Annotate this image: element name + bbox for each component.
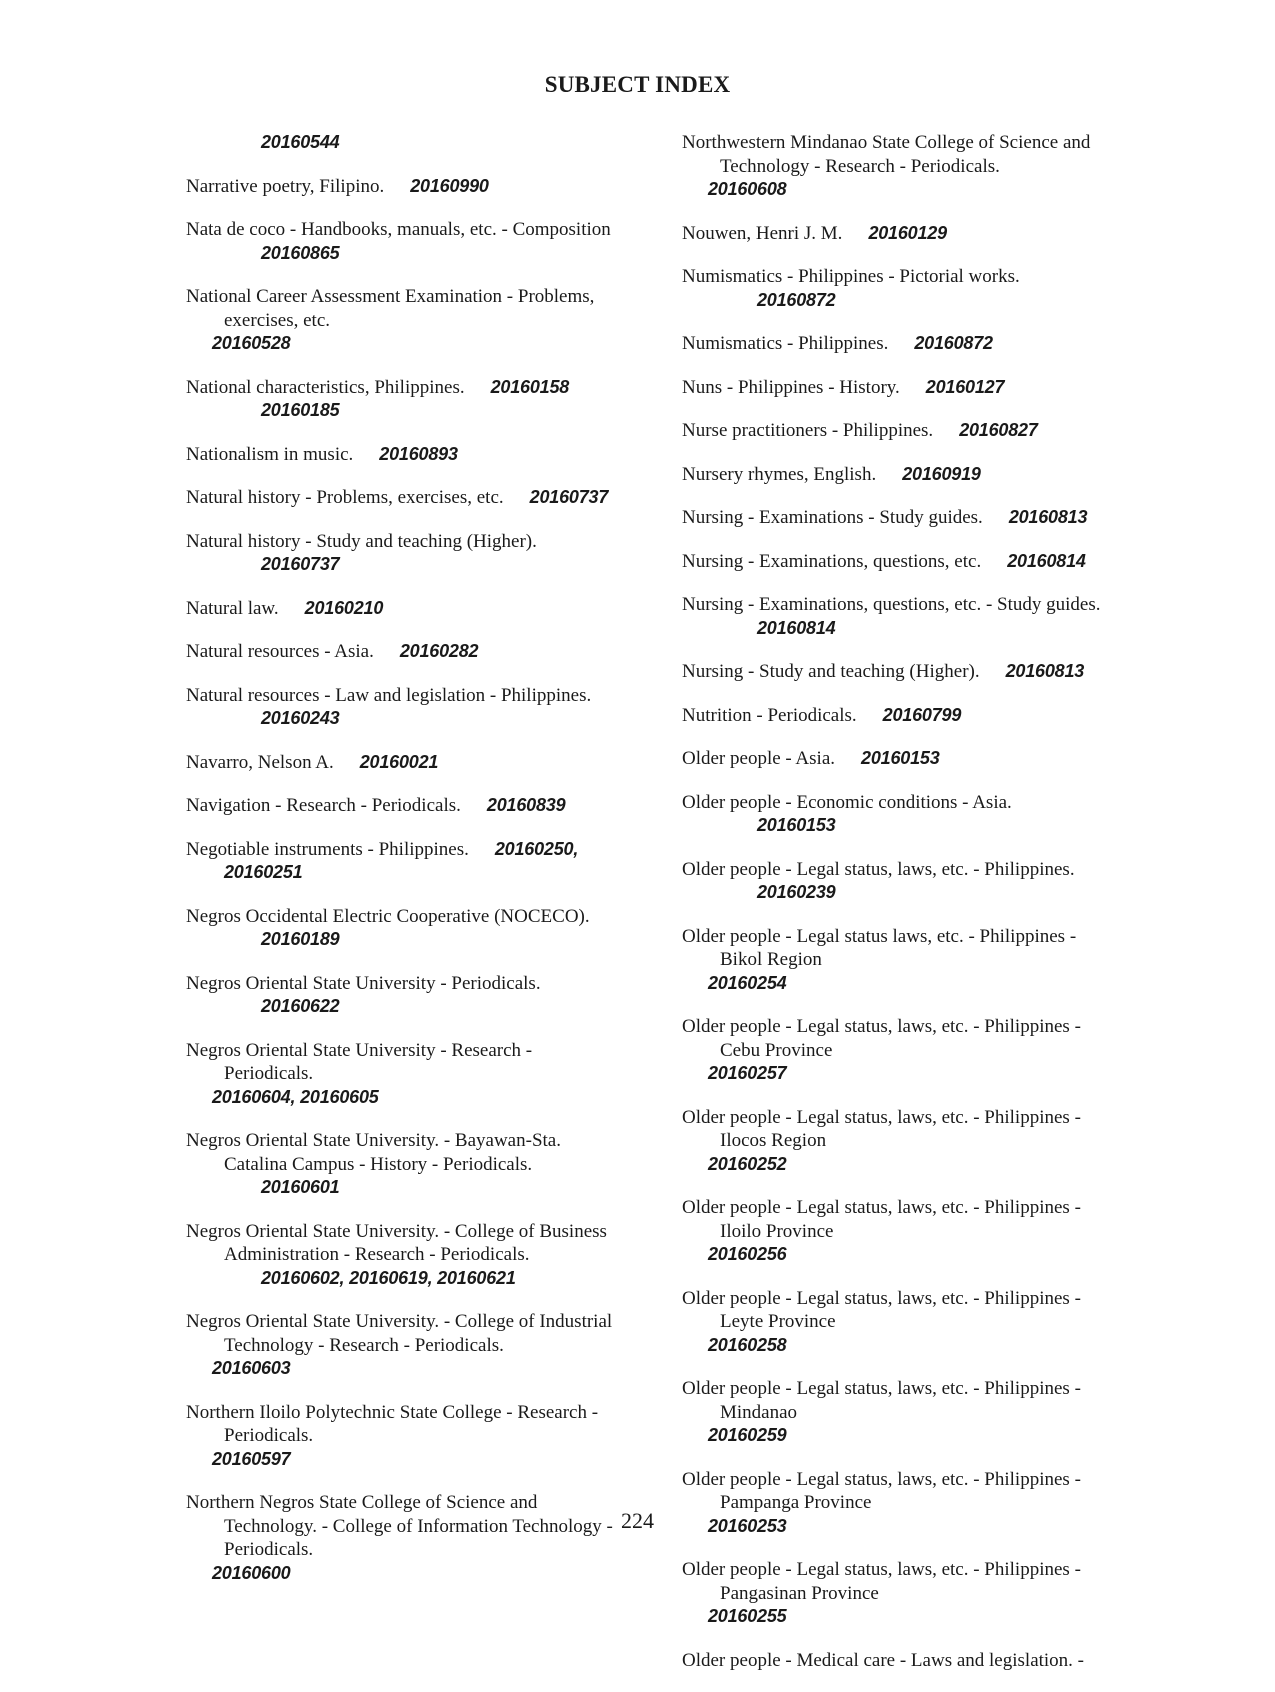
entry-record-number: 20160254 xyxy=(708,972,787,993)
entry-heading: Negros Oriental State University. - College of Business xyxy=(186,1220,607,1242)
entry-heading: Natural law. xyxy=(186,597,279,619)
index-entry xyxy=(186,1129,656,1200)
index-entry xyxy=(186,972,656,1019)
index-entry xyxy=(186,1491,656,1585)
index-entry xyxy=(682,419,1152,443)
entry-continuation: Periodicals. xyxy=(224,1063,314,1084)
index-entry xyxy=(186,285,656,356)
entry-record-number: 20160827 xyxy=(959,420,1038,440)
entry-record-number: 20160282 xyxy=(399,641,479,661)
index-entry xyxy=(186,1039,656,1110)
entry-record-number: 20160253 xyxy=(708,1515,787,1536)
index-entry xyxy=(186,905,656,952)
entry-heading: Older people - Legal status, laws, etc. - Philippines - xyxy=(682,1106,1081,1128)
index-entry xyxy=(682,704,1152,728)
entry-record-number: 20160256 xyxy=(708,1244,787,1264)
entry-heading: Natural resources - Asia. xyxy=(186,641,374,662)
entry-heading: Negotiable instruments - Philippines. xyxy=(186,838,469,860)
entry-record-number: 20160872 xyxy=(757,289,836,310)
entry-heading: Older people - Legal status, laws, etc. - Philippines - xyxy=(682,1468,1081,1490)
index-entry xyxy=(682,550,1152,574)
entry-heading: National Career Assessment Examination - Problems, xyxy=(186,286,595,307)
index-entry xyxy=(682,660,1152,684)
index-entry xyxy=(186,1401,656,1472)
entry-heading: Nuns - Philippines - History. xyxy=(682,376,900,398)
entry-record-number: 20160737 xyxy=(529,487,609,507)
entry-record-number: 20160603 xyxy=(212,1358,291,1378)
entry-heading: Older people - Legal status, laws, etc. - Philippines - xyxy=(682,1559,1081,1580)
entry-record-number: 20160839 xyxy=(486,795,566,815)
entry-record-number: 20160251 xyxy=(224,862,303,882)
entry-record-number: 20160528 xyxy=(212,333,291,353)
entry-heading: Northwestern Mindanao State College of Science and xyxy=(682,132,1091,153)
entry-record-number: 20160608 xyxy=(708,179,787,199)
index-entry xyxy=(186,684,656,731)
entry-continuation: Technology - Research - Periodicals. xyxy=(720,155,1000,177)
entry-heading: Older people - Economic conditions - Asia. xyxy=(682,791,1012,813)
index-entry xyxy=(682,131,1152,202)
entry-heading: Nata de coco - Handbooks, manuals, etc. - Composition xyxy=(186,219,611,240)
index-entry xyxy=(186,443,656,467)
entry-continuation: Pampanga Province xyxy=(720,1492,872,1513)
entry-heading: Navarro, Nelson A. xyxy=(186,751,334,773)
entry-record-number: 20160990 xyxy=(410,175,489,196)
index-entry xyxy=(682,1196,1152,1267)
entry-record-number: 20160239 xyxy=(757,882,836,902)
entry-record-number: 20160604, 20160605 xyxy=(212,1086,379,1107)
index-entry xyxy=(682,747,1152,771)
entry-continuation: Iloilo Province xyxy=(720,1220,834,1242)
entry-heading: Negros Oriental State University - Research - xyxy=(186,1039,533,1061)
index-entry xyxy=(186,376,656,423)
page-title: SUBJECT INDEX xyxy=(544,72,731,97)
index-entry xyxy=(682,1015,1152,1086)
entry-heading: Narrative poetry, Filipino. xyxy=(186,175,385,197)
index-entry xyxy=(682,1106,1152,1177)
entry-heading: Negros Oriental State University - Periodicals. xyxy=(186,972,541,994)
index-entry xyxy=(186,751,656,775)
entry-heading: Older people - Legal status, laws, etc. - Philippines. xyxy=(682,858,1075,880)
index-entry xyxy=(682,506,1152,530)
entry-record-number: 20160189 xyxy=(261,929,340,949)
entry-heading: Nouwen, Henri J. M. xyxy=(682,222,843,244)
page-number: 224 xyxy=(621,1508,654,1533)
entry-record-number: 20160872 xyxy=(914,333,993,353)
index-column-right xyxy=(682,131,1152,1692)
entry-record-number: 20160250, xyxy=(494,838,579,859)
entry-record-number: 20160210 xyxy=(304,597,384,618)
entry-record-number: 20160259 xyxy=(708,1425,787,1445)
index-entry xyxy=(682,1649,1152,1673)
entry-record-number: 20160258 xyxy=(708,1334,787,1355)
index-entry xyxy=(186,794,656,818)
index-entry xyxy=(682,593,1152,640)
index-entry xyxy=(186,486,656,510)
index-entry xyxy=(186,218,656,265)
entry-heading: Nursing - Study and teaching (Higher). xyxy=(682,661,980,682)
index-entry xyxy=(682,332,1152,356)
entry-heading: Negros Oriental State University. - College of Industrial xyxy=(186,1311,613,1332)
entry-heading: Northern Negros State College of Science and xyxy=(186,1492,538,1513)
entry-record-number: 20160737 xyxy=(261,554,340,574)
entry-record-number: 20160813 xyxy=(1005,661,1085,681)
entry-record-number: 20160185 xyxy=(261,400,340,420)
entry-record-number: 20160021 xyxy=(359,751,439,772)
entry-record-number: 20160129 xyxy=(868,222,947,243)
entry-record-number: 20160600 xyxy=(212,1562,291,1583)
index-entry xyxy=(682,791,1152,838)
entry-record-number: 20160153 xyxy=(757,815,836,835)
entry-record-number: 20160622 xyxy=(261,996,340,1016)
entry-heading: Nursery rhymes, English. xyxy=(682,463,877,485)
entry-heading: Numismatics - Philippines - Pictorial works. xyxy=(682,266,1020,287)
index-entry xyxy=(186,530,656,577)
entry-heading: Natural history - Study and teaching (Higher). xyxy=(186,530,537,552)
entry-heading: Nursing - Examinations - Study guides. xyxy=(682,507,983,528)
index-entry xyxy=(186,640,656,664)
index-entry xyxy=(186,1220,656,1291)
entry-heading: Older people - Legal status, laws, etc. - Philippines - xyxy=(682,1378,1081,1399)
index-entry xyxy=(682,1558,1152,1629)
index-entry xyxy=(682,925,1152,996)
entry-record-number: 20160799 xyxy=(882,704,962,725)
entry-record-number: 20160814 xyxy=(757,617,836,638)
entry-heading: Older people - Legal status, laws, etc. - Philippines - xyxy=(682,1197,1081,1218)
entry-record-number: 20160153 xyxy=(861,748,940,768)
entry-continuation: Cebu Province xyxy=(720,1039,833,1061)
entry-record-number: 20160257 xyxy=(708,1063,787,1083)
entry-continuation: Mindanao xyxy=(720,1401,798,1423)
entry-heading: Northern Iloilo Polytechnic State College - Research - xyxy=(186,1401,599,1423)
index-entry xyxy=(186,597,656,621)
entry-record-number: 20160602, 20160619, 20160621 xyxy=(261,1267,516,1288)
entry-heading: Natural resources - Law and legislation - Philippines. xyxy=(186,684,592,706)
entry-heading: Nursing - Examinations, questions, etc. - Study guides. xyxy=(682,594,1101,615)
index-entry xyxy=(186,1310,656,1381)
index-entry xyxy=(682,1287,1152,1358)
entry-heading: Older people - Asia. xyxy=(682,748,836,769)
entry-heading: Navigation - Research - Periodicals. xyxy=(186,795,461,816)
entry-heading: Numismatics - Philippines. xyxy=(682,333,889,354)
entry-continuation: Leyte Province xyxy=(720,1311,836,1332)
entry-continuation: Catalina Campus - History - Periodicals. xyxy=(224,1153,533,1175)
entry-record-number: 20160893 xyxy=(379,443,458,464)
entry-continuation: Periodicals. xyxy=(224,1425,314,1446)
entry-continuation: Pangasinan Province xyxy=(720,1582,879,1604)
entry-heading: Nurse practitioners - Philippines. xyxy=(682,420,934,441)
entry-record-number: 20160158 xyxy=(490,376,570,397)
entry-record-number: 20160544 xyxy=(261,132,340,152)
entry-heading: Older people - Legal status laws, etc. - Philippines - xyxy=(682,925,1077,947)
entry-record-number: 20160919 xyxy=(902,463,981,484)
index-entry xyxy=(682,265,1152,312)
index-entry xyxy=(682,858,1152,905)
entry-record-number: 20160597 xyxy=(212,1448,291,1469)
entry-heading: Nutrition - Periodicals. xyxy=(682,704,857,726)
index-entry xyxy=(186,838,656,885)
entry-continuation: Technology. - College of Information Technology - xyxy=(224,1515,613,1537)
index-entry xyxy=(682,222,1152,246)
index-entry xyxy=(682,463,1152,487)
entry-heading: Older people - Legal status, laws, etc. - Philippines - xyxy=(682,1016,1081,1037)
entry-heading: Older people - Legal status, laws, etc. - Philippines - xyxy=(682,1287,1081,1309)
entry-record-number: 20160813 xyxy=(1008,507,1088,527)
index-entry xyxy=(682,1377,1152,1448)
entry-record-number: 20160127 xyxy=(925,376,1005,397)
entry-heading: Negros Occidental Electric Cooperative (NOCECO). xyxy=(186,905,590,927)
entry-heading: Older people - Medical care - Laws and legislation. - xyxy=(682,1649,1085,1671)
entry-continuation: Administration - Research - Periodicals. xyxy=(224,1244,530,1265)
entry-heading: Natural history - Problems, exercises, etc. xyxy=(186,487,504,508)
index-column-left xyxy=(186,131,656,1605)
entry-continuation: Bikol Region xyxy=(720,949,822,970)
entry-heading: Nationalism in music. xyxy=(186,443,354,465)
entry-continuation: Ilocos Region xyxy=(720,1130,827,1151)
entry-continuation: Technology - Research - Periodicals. xyxy=(224,1334,504,1356)
entry-record-number: 20160814 xyxy=(1007,550,1086,571)
entry-record-number: 20160865 xyxy=(261,242,340,263)
entry-continuation: Periodicals. xyxy=(224,1539,314,1560)
index-entry xyxy=(682,376,1152,400)
entry-heading: Negros Oriental State University. - Bayawan-Sta. xyxy=(186,1130,561,1151)
entry-record-number: 20160255 xyxy=(708,1606,787,1626)
entry-heading: Nursing - Examinations, questions, etc. xyxy=(682,550,982,572)
index-entry xyxy=(186,131,656,155)
entry-record-number: 20160601 xyxy=(261,1177,340,1197)
index-entry xyxy=(186,175,656,199)
entry-record-number: 20160243 xyxy=(261,708,340,728)
entry-heading: National characteristics, Philippines. xyxy=(186,376,465,398)
entry-record-number: 20160252 xyxy=(708,1153,787,1174)
entry-continuation: exercises, etc. xyxy=(224,309,331,331)
